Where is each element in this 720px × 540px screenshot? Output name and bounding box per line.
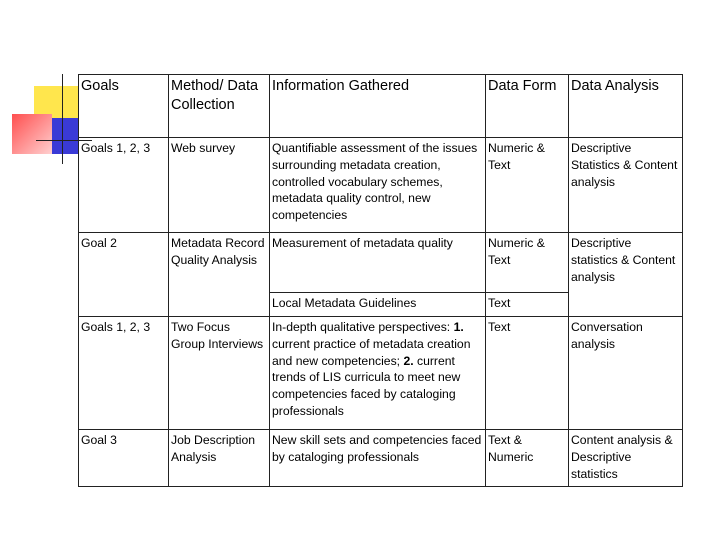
cell-form: Text xyxy=(486,317,569,430)
cell-goals: Goal 3 xyxy=(79,430,169,487)
info-item2: current trends of LIS curricula to meet new competencies faced by cataloging professionals xyxy=(272,353,461,418)
cell-goals: Goals 1, 2, 3 xyxy=(79,138,169,233)
decorative-blue-square xyxy=(52,118,78,154)
cell-method: Metadata Record Quality Analysis xyxy=(169,233,270,293)
cell-info xyxy=(270,317,486,430)
info-item2-number: 2. xyxy=(403,353,414,368)
cell-info: Measurement of metadata quality xyxy=(270,233,486,293)
cell-goals: Goal 2 xyxy=(79,233,169,293)
cell-analysis: Conversation analysis xyxy=(569,317,683,430)
cell-form: Text xyxy=(486,293,569,317)
cell-analysis: Content analysis & Descriptive statistics xyxy=(569,430,683,487)
cell-method xyxy=(169,293,270,317)
cell-form: Numeric & Text xyxy=(486,233,569,293)
header-method: Method/ Data Collection xyxy=(169,75,270,138)
info-item1-number: 1. xyxy=(453,320,464,334)
cell-form: Text & Numeric xyxy=(486,430,569,487)
decorative-red-square xyxy=(12,114,52,154)
cell-form: Numeric & Text xyxy=(486,138,569,233)
table-row xyxy=(79,293,683,317)
cell-analysis xyxy=(569,293,683,317)
cell-goals xyxy=(79,293,169,317)
table-row xyxy=(79,233,683,293)
cell-analysis: Descriptive statistics & Content analysis xyxy=(569,233,683,293)
cell-analysis: Descriptive Statistics & Content analysis xyxy=(569,138,683,233)
header-goals: Goals xyxy=(79,75,169,138)
table-row xyxy=(79,138,683,233)
table-row xyxy=(79,430,683,487)
header-data-form: Data Form xyxy=(486,75,569,138)
cell-info: Local Metadata Guidelines xyxy=(270,293,486,317)
cell-goals: Goals 1, 2, 3 xyxy=(79,317,169,430)
header-data-analysis: Data Analysis xyxy=(569,75,683,138)
decorative-vertical-line xyxy=(62,74,63,164)
cell-method: Job Description Analysis xyxy=(169,430,270,487)
table-row xyxy=(79,317,683,430)
cell-method: Web survey xyxy=(169,138,270,233)
cell-info: New skill sets and competencies faced by cataloging professionals xyxy=(270,430,486,487)
cell-info: Quantifiable assessment of the issues surrounding metadata creation, controlled vocabulary schemes, metadata quality control, new competencies xyxy=(270,138,486,233)
table-header-row xyxy=(79,75,683,138)
research-methods-table xyxy=(78,74,683,487)
info-item1: current practice of metadata creation and new competencies; xyxy=(272,336,471,368)
info-intro: In-depth qualitative perspectives: xyxy=(272,320,451,334)
header-information: Information Gathered xyxy=(270,75,486,138)
cell-method: Two Focus Group Interviews xyxy=(169,317,270,430)
